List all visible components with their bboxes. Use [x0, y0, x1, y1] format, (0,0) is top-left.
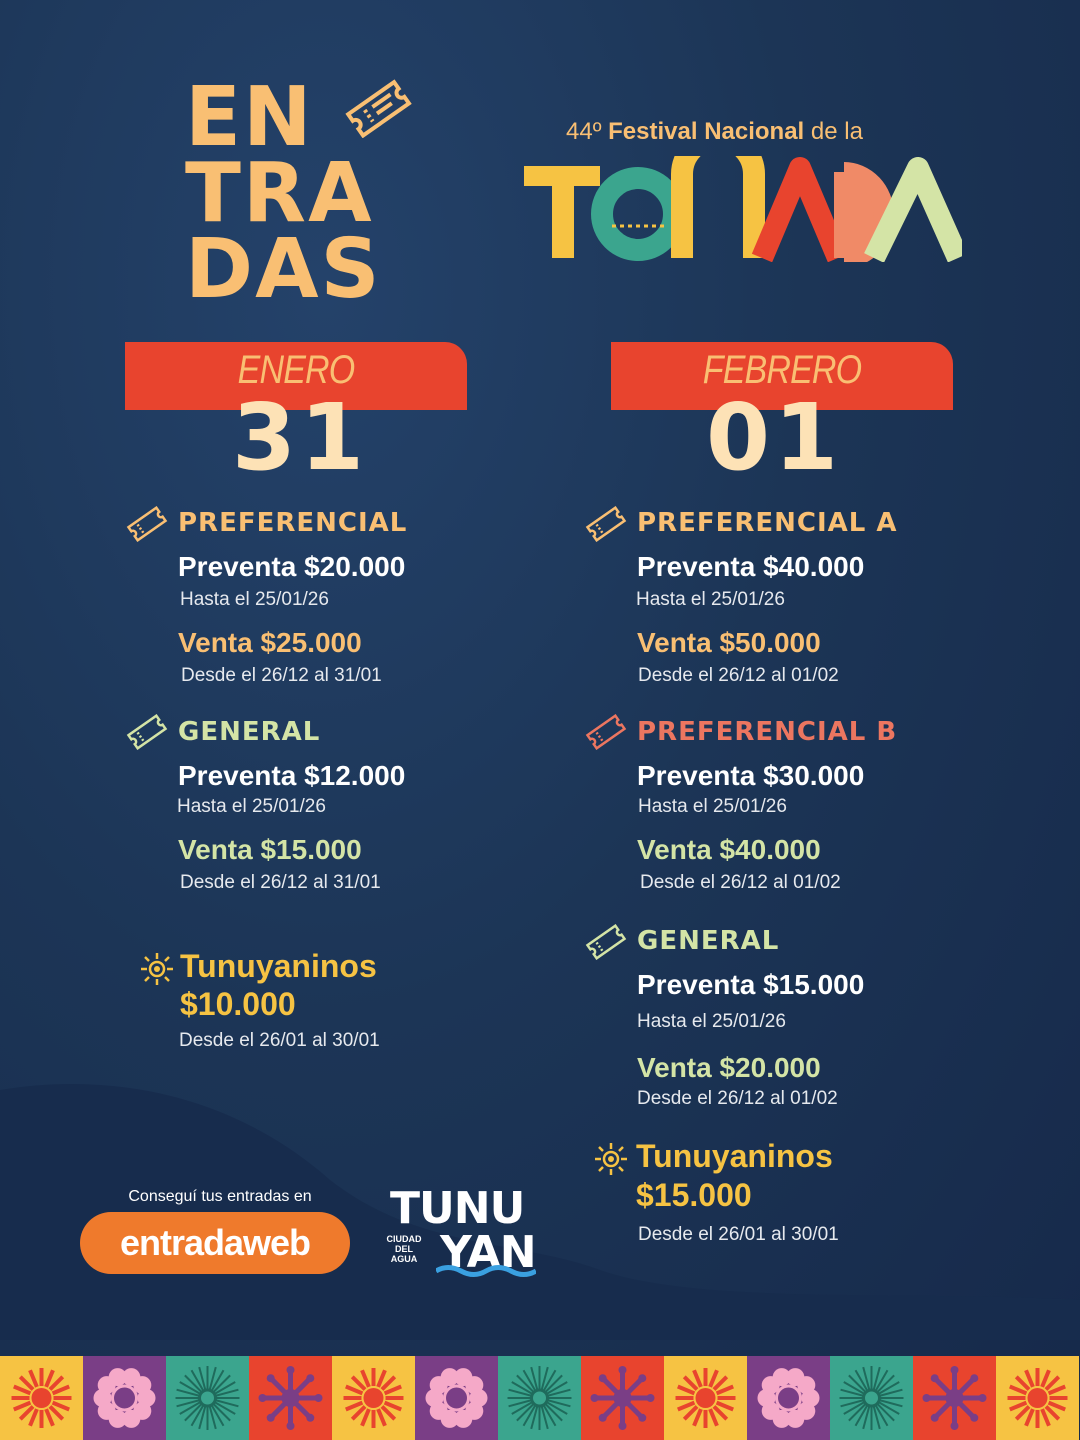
title-line-1: EN [185, 70, 314, 165]
ticket-icon [585, 506, 627, 542]
decorative-strip [0, 1356, 1080, 1440]
sale-day2-general: Venta $20.000 [637, 1052, 821, 1083]
locals-label-day1: Tunuyaninos [180, 948, 377, 984]
festival-subtitle [566, 118, 926, 146]
presale-note-day2-preferencial-a: Hasta el 25/01/26 [636, 589, 785, 610]
category-day1-preferencial: PREFERENCIAL [178, 508, 408, 538]
presale-day2-preferencial-a: Preventa $40.000 [637, 551, 865, 582]
category-day2-general: GENERAL [637, 926, 780, 956]
ticket-icon [126, 714, 168, 750]
presale-day2-general: Preventa $15.000 [637, 969, 865, 1000]
title-line-2: TRA [185, 146, 374, 241]
title-line-3: DAS [185, 222, 382, 317]
tunuyan-top: TUNU [390, 1183, 525, 1234]
ticket-icon [126, 506, 168, 542]
sale-day2-preferencial-a: Venta $50.000 [637, 627, 821, 658]
pattern-tile [913, 1356, 996, 1440]
festival-suffix: de la [810, 118, 863, 145]
ticket-icon [585, 924, 627, 960]
sale-day1-preferencial: Venta $25.000 [178, 627, 362, 658]
pattern-tile [249, 1356, 332, 1440]
presale-note-day1-general: Hasta el 25/01/26 [177, 796, 326, 817]
festival-name: Festival Nacional [608, 118, 805, 145]
locals-note-day2: Desde el 26/01 al 30/01 [638, 1224, 839, 1245]
cta-text: Conseguí tus entradas en [128, 1188, 312, 1205]
pattern-tile [830, 1356, 913, 1440]
presale-day1-general: Preventa $12.000 [178, 760, 406, 791]
water-wave-icon [436, 1264, 536, 1278]
locals-price-day1: $10.000 [180, 986, 296, 1022]
category-day2-preferencial-b: PREFERENCIAL B [637, 717, 898, 747]
ticket-icon [585, 714, 627, 750]
sale-note-day2-preferencial-a: Desde el 26/12 al 01/02 [638, 665, 839, 686]
locals-note-day1: Desde el 26/01 al 30/01 [179, 1030, 380, 1051]
sale-note-day1-general: Desde el 26/12 al 31/01 [180, 872, 381, 893]
sale-day2-preferencial-b: Venta $40.000 [637, 834, 821, 865]
pattern-tile [83, 1356, 166, 1440]
tunuyan-bottom: YAN [440, 1227, 536, 1278]
tagline-line-1: CIUDAD [386, 1234, 422, 1244]
locals-price-day2: $15.000 [636, 1177, 752, 1213]
presale-day1-preferencial: Preventa $20.000 [178, 551, 406, 582]
tunuyan-logo [378, 1183, 544, 1278]
category-day1-general: GENERAL [178, 717, 321, 747]
sale-note-day2-general: Desde el 26/12 al 01/02 [637, 1088, 838, 1109]
day-number-day2: 01 [706, 384, 843, 491]
pattern-tile [581, 1356, 664, 1440]
ticket-icon [342, 78, 414, 138]
tagline-line-2: DEL [395, 1244, 413, 1254]
pattern-tile [996, 1356, 1079, 1440]
month-day2: FEBRERO [702, 348, 862, 392]
pattern-tile [415, 1356, 498, 1440]
category-day2-preferencial-a: PREFERENCIAL A [637, 508, 898, 538]
month-day1: ENERO [237, 348, 355, 392]
sun-icon [140, 952, 174, 986]
tonada-logo [522, 156, 962, 262]
pattern-tile [498, 1356, 581, 1440]
presale-note-day2-general: Hasta el 25/01/26 [637, 1011, 786, 1032]
pattern-tile [747, 1356, 830, 1440]
presale-note-day2-preferencial-b: Hasta el 25/01/26 [638, 796, 787, 817]
pattern-tile [166, 1356, 249, 1440]
presale-day2-preferencial-b: Preventa $30.000 [637, 760, 865, 791]
sale-day1-general: Venta $15.000 [178, 834, 362, 865]
tagline-line-3: AGUA [390, 1254, 418, 1264]
pattern-tile [0, 1356, 83, 1440]
day-number-day1: 31 [232, 384, 369, 491]
sale-note-day1-preferencial: Desde el 26/12 al 31/01 [181, 665, 382, 686]
sale-note-day2-preferencial-b: Desde el 26/12 al 01/02 [640, 872, 841, 893]
tunuyan-tagline [378, 1234, 430, 1264]
pattern-tile [332, 1356, 415, 1440]
sun-icon [594, 1142, 628, 1176]
entradaweb-button[interactable]: entradaweb [80, 1212, 350, 1274]
presale-note-day1-preferencial: Hasta el 25/01/26 [180, 589, 329, 610]
locals-label-day2: Tunuyaninos [636, 1138, 833, 1174]
pattern-tile [664, 1356, 747, 1440]
festival-edition: 44º [566, 118, 602, 145]
